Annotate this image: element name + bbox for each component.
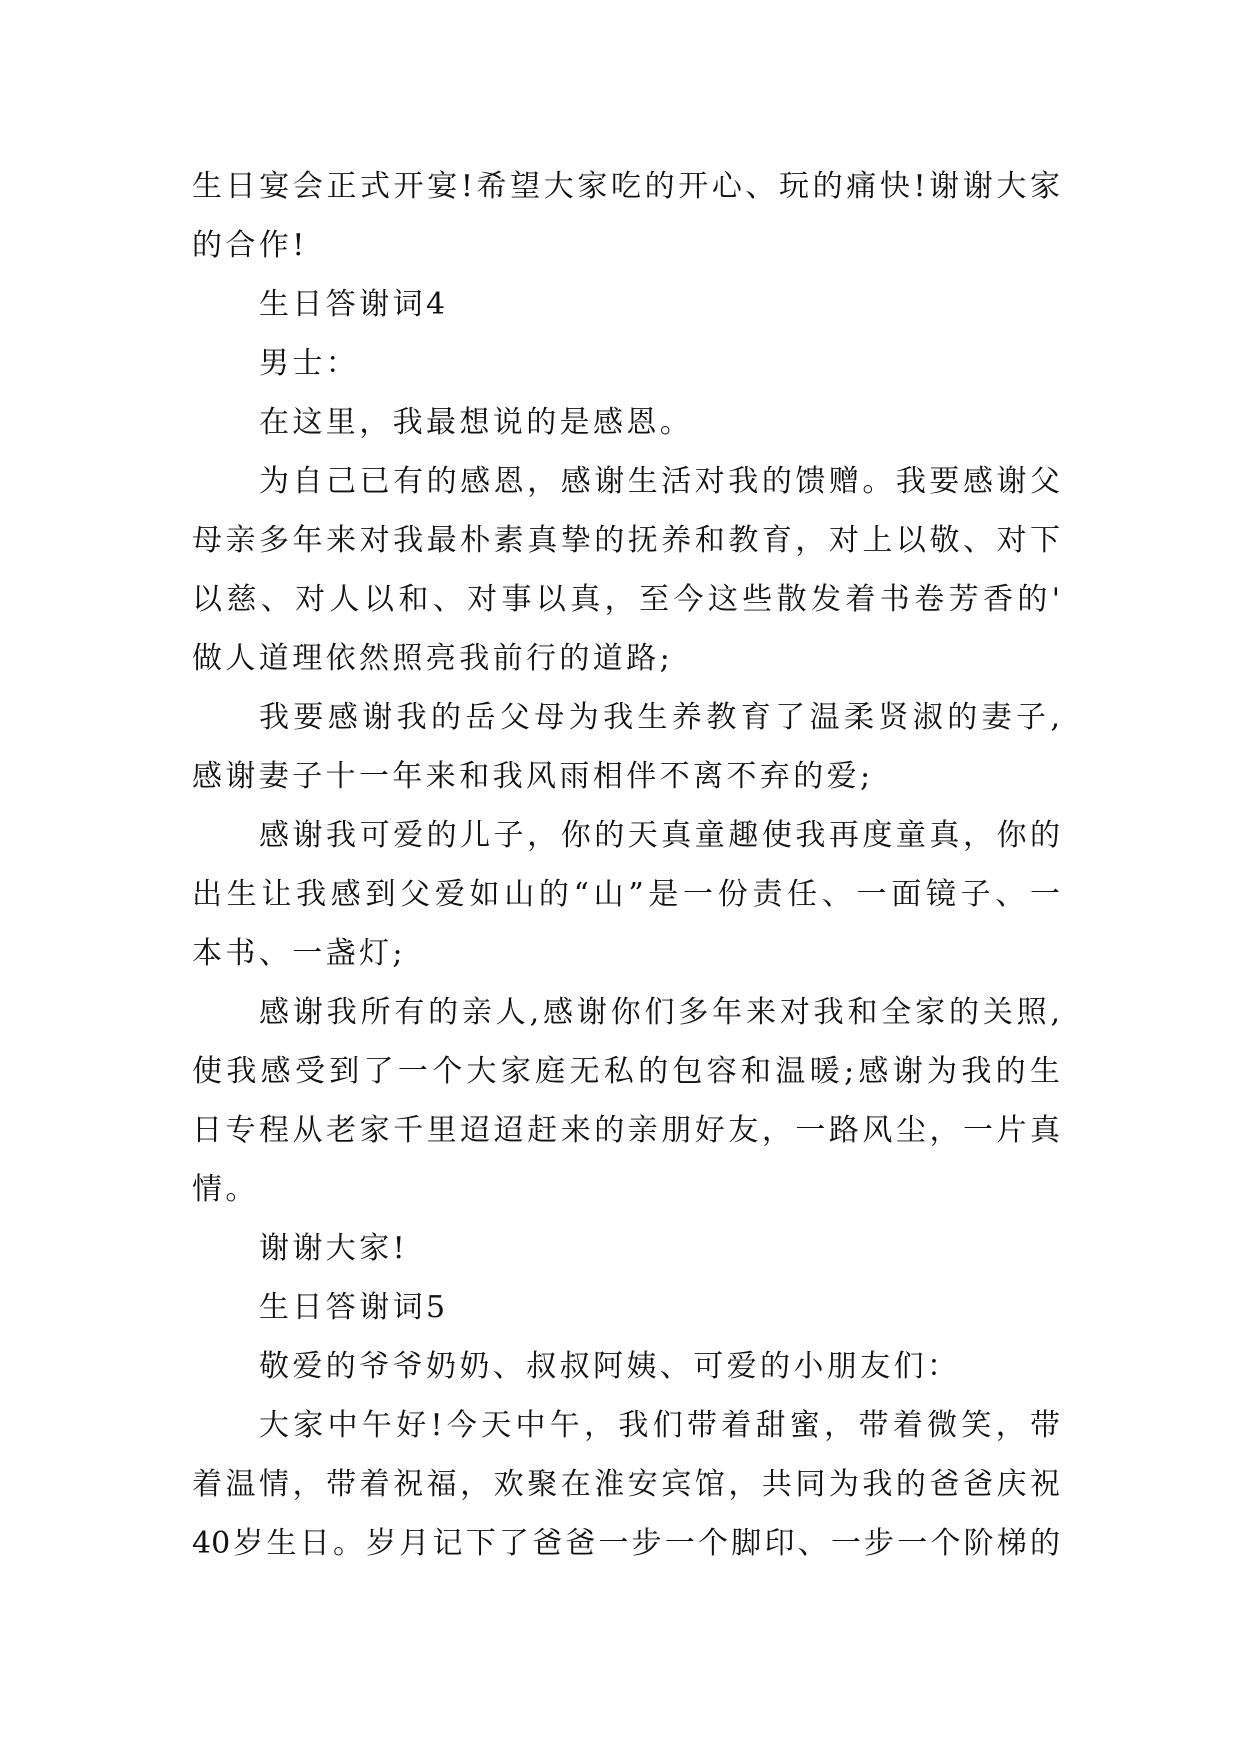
text-line: 我要感谢我的岳父母为我生养教育了温柔贤淑的妻子,: [259, 700, 1060, 735]
salutation: [192, 334, 1060, 393]
text-line: 日专程从老家千里迢迢赶来的亲朋好友，一路风尘，一片真: [192, 1113, 1060, 1148]
section-heading-text: 生日答谢词4: [259, 287, 449, 322]
paragraph: [192, 806, 1060, 983]
text-line: 感谢我所有的亲人,感谢你们多年来对我和全家的关照,: [259, 995, 1060, 1030]
section-heading-text: 生日答谢词5: [259, 1290, 449, 1325]
text-line: 感谢妻子十一年来和我风雨相伴不离不弃的爱;: [192, 759, 874, 794]
text-line: 敬爱的爷爷奶奶、叔叔阿姨、可爱的小朋友们：: [259, 1349, 961, 1384]
paragraph: [192, 688, 1060, 806]
section-heading-4: [192, 275, 1060, 334]
paragraph: [192, 1396, 1060, 1573]
text-line: 以慈、对人以和、对事以真，至今这些散发着书卷芳香的': [192, 582, 1060, 617]
closing: [192, 1219, 1060, 1278]
text-line: 使我感受到了一个大家庭无私的包容和温暖;感谢为我的生: [192, 1054, 1060, 1089]
text-line: 生日宴会正式开宴!希望大家吃的开心、玩的痛快!谢谢大家: [192, 169, 1060, 204]
text-line: 感谢我可爱的儿子，你的天真童趣使我再度童真，你的: [259, 818, 1060, 853]
text-line: 男士：: [259, 346, 360, 381]
text-line: 大家中午好!今天中午，我们带着甜蜜，带着微笑，带: [259, 1408, 1060, 1443]
section-heading-5: [192, 1278, 1060, 1337]
text-line: 为自己已有的感恩，感谢生活对我的馈赠。我要感谢父: [259, 464, 1060, 499]
text-line: 本书、一盏灯;: [192, 936, 406, 971]
text-line: 出生让我感到父爱如山的“山”是一份责任、一面镜子、一: [192, 877, 1060, 912]
text-line: 做人道理依然照亮我前行的道路;: [192, 641, 674, 676]
paragraph: [192, 983, 1060, 1219]
salutation: [192, 1337, 1060, 1396]
paragraph: [192, 452, 1060, 688]
paragraph-continuation: [192, 157, 1060, 275]
document-body: [192, 157, 1060, 1573]
text-line: 的合作!: [192, 228, 308, 263]
text-line: 40岁生日。岁月记下了爸爸一步一个脚印、一步一个阶梯的: [192, 1526, 1060, 1561]
text-line: 情。: [192, 1172, 259, 1207]
text-line: 谢谢大家!: [259, 1231, 409, 1266]
text-line: 在这里，我最想说的是感恩。: [259, 405, 694, 440]
paragraph: [192, 393, 1060, 452]
text-line: 着温情，带着祝福，欢聚在淮安宾馆，共同为我的爸爸庆祝: [192, 1467, 1060, 1502]
text-line: 母亲多年来对我最朴素真挚的抚养和教育，对上以敬、对下: [192, 523, 1060, 558]
